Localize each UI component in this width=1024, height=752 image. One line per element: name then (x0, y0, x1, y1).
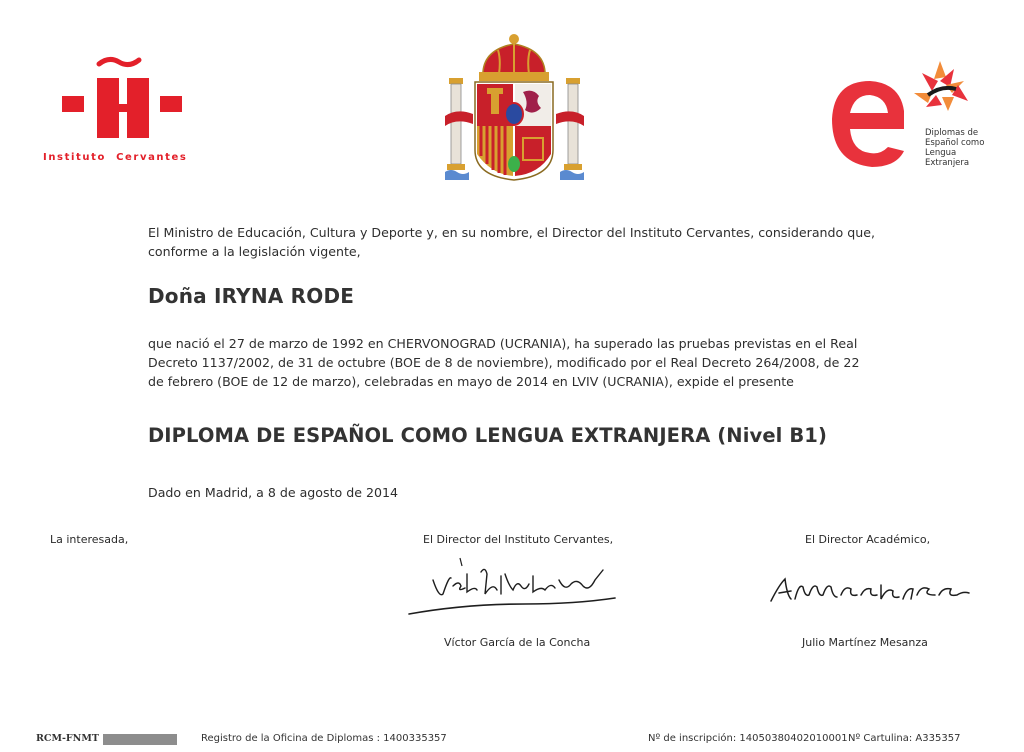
dele-caption-line-3: Lengua (925, 148, 957, 158)
dele-caption (925, 128, 984, 168)
card-number: Nº Cartulina: A335357 (848, 733, 961, 744)
director-signature-icon (405, 556, 620, 624)
issue-place-date: Dado en Madrid, a 8 de agosto de 2014 (148, 485, 399, 500)
dele-caption-line-1: Diplomas de (925, 128, 979, 138)
security-strip (103, 734, 177, 745)
registry-number: Registro de la Oficina de Diplomas : 1400335357 (201, 733, 447, 744)
diploma-title: DIPLOMA DE ESPAÑOL COMO LENGUA EXTRANJERA (Nivel B1) (148, 424, 827, 447)
academic-signature-icon (765, 565, 980, 610)
dele-caption-line-4: Extranjera (925, 158, 970, 168)
spain-coat-of-arms-icon (443, 30, 586, 182)
birth-paragraph: que nació el 27 de marzo de 1992 en CHERVONOGRAD (UCRANIA), ha superado las pruebas previstas en el Real Decreto 1137/2002, de 31 de octubre (BOE de 8 de noviembre), modificado por el Real Decreto 264/2008, de 22 de febrero (BOE de 12 de marzo), celebradas en mayo de 2014 en LVIV (UCRANIA), expide el presente (148, 336, 860, 389)
director-name: Víctor García de la Concha (444, 636, 591, 649)
holder-name: Doña IRYNA RODE (148, 284, 355, 308)
academic-name: Julio Martínez Mesanza (802, 636, 928, 649)
dele-caption-line-2: Español como (925, 138, 985, 148)
rcm-fnmt-mark: RCM-FNMT (36, 733, 99, 744)
inscription-number: Nº de inscripción: 14050380402010001 (648, 733, 848, 744)
director-label: El Director del Instituto Cervantes, (423, 533, 614, 546)
academic-label: El Director Académico, (805, 533, 931, 546)
interested-label: La interesada, (50, 533, 129, 546)
instituto-cervantes-caption: Instituto Cervantes (43, 152, 188, 163)
intro-paragraph: El Ministro de Educación, Cultura y Deporte y, en su nombre, el Director del Instituto Cervantes, considerando que, conforme a la legislación vigente, (148, 225, 875, 259)
instituto-cervantes-logo (42, 52, 212, 167)
